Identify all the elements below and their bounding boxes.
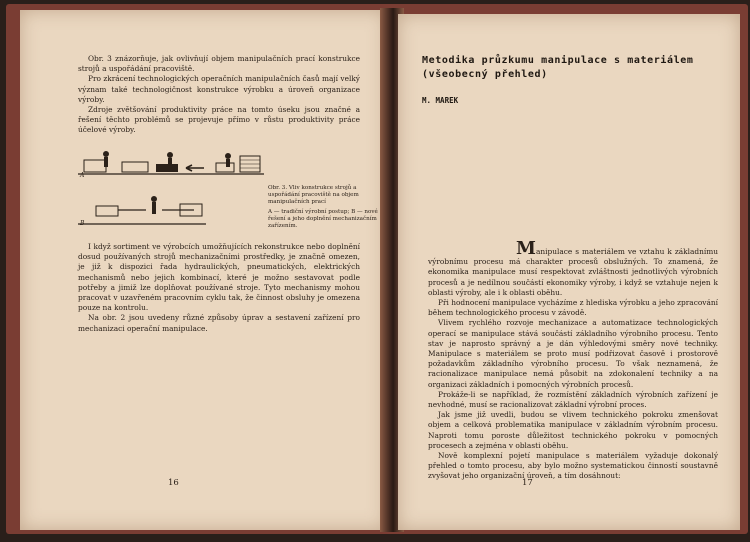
left-page [20,10,386,530]
paragraph: Pro zkrácení technologických operačních manipulačních časů mají velký význam také technologičnost konstrukce výrobku a úroveň organizace výroby. [78,74,360,104]
arrow-left-icon [186,165,204,171]
drop-cap: M [516,238,536,259]
page-number-left: 16 [168,478,179,488]
article-title [422,54,722,82]
machine-icon [156,164,178,172]
figure-caption-block [268,185,378,230]
paragraph: Nově komplexní pojetí manipulace s materiálem vyžaduje dokonalý přehled o tomto procesu, aby bylo možno systematickou činností soustavně zvyšovat jeho organizační úroveň, a tím dosáhnout: [428,451,718,481]
paragraph: Zdroje zvětšování produktivity práce na tomto úseku jsou značné a řešení těchto problémů se projevuje přímo v růstu produktivity práce účelové výroby. [78,105,360,135]
figure-legend: A — tradiční výrobní postup; B — nové řešení a jeho doplnění mechanizačním zařízením. [268,208,378,230]
paragraph: Vlivem rychlého rozvoje mechanizace a automatizace technologických operací se manipulace stává součástí základního výrobního procesu. Tento stav je naprosto správný a je dán výhledovými směry nové techniky. Manipulace s materiálem se proto musí podřizovat časově i prostorově požadavkům základního výrobního procesu. To však neznamená, že racionalizace manipulace nemá působit na zdokonalení techniky a na organizaci základních i pomocných výrobních procesů. [428,318,718,389]
worker-icon [103,151,109,157]
figure-caption: Obr. 3. Vliv konstrukce strojů a uspořádání pracoviště na objem manipulačních prací [268,185,359,206]
title-line-2: (všeobecný přehled) [422,69,548,80]
left-body-text [78,242,360,334]
machine-icon [122,162,148,172]
worker-icon [167,152,173,158]
machine-icon [84,160,106,172]
article-author: M. MAREK [422,96,459,105]
paragraph: Jak jsme již uvedli, budou se vlivem technického pokroku zmenšovat objem a celková problematika manipulace v základním výrobním procesu. Naproti tomu poroste důležitost technického pokroku v pomocných procesech a zejména v oblasti oběhu. [428,410,718,450]
figure-3-illustration [76,146,266,236]
first-paragraph: Manipulace s materiálem ve vztahu k základnímu výrobnímu procesu má charakter procesů obslužných. To znamená, že ekonomika manipulace musí respektovat zvláštnosti jednotlivých výrobních procesů a je nedílnou součástí ekonomiky výroby, i když se vztahuje nejen k oblasti výroby, ale i k oblasti oběhu. [428,238,718,297]
right-body-text [428,238,719,482]
machine-icon [96,206,118,216]
page-number-right: 17 [522,478,533,488]
left-intro-text [78,54,360,136]
paragraph: I když sortiment ve výrobcích umožňujících rekonstrukce nebo doplnění dosud používaných strojů mechanizačními prostředky, je značně omezen, je již k dispozici řada hydraulických, pneumatických, elektrických mechanismů nebo jejich kombinací, které je možno sestavovat podle potřeby a jimiž lze doplňovat používané stroje. Tyto mechanismy mohou pracovat v uzavřeném pracovním cyklu tak, že činnost obsluhy je omezena pouze na kontrolu. [78,242,360,313]
figure-label-a: A [80,172,85,179]
machine-icon [216,163,234,172]
paragraph: Prokáže-li se například, že rozmístění základních výrobních zařízení je nevhodné, musí se racionalizovat základní výrobní proces. [428,389,718,410]
paragraph: Na obr. 2 jsou uvedeny různé způsoby úprav a sestavení zařízení pro mechanizaci operační manipulace. [78,313,360,333]
paragraph: Obr. 3 znázorňuje, jak ovlivňují objem manipulačních prací konstrukce strojů a uspořádání pracoviště. [78,54,360,74]
paragraph: Při hodnocení manipulace vycházíme z hlediska výrobku a jeho zpracování během technologického procesu v závodě. [428,298,719,318]
worker-icon [225,153,231,159]
figure-label-b: B [80,220,85,227]
title-line-1: Metodika průzkumu manipulace s materiálem [422,55,694,66]
worker-icon [151,196,157,202]
right-page [398,14,740,530]
